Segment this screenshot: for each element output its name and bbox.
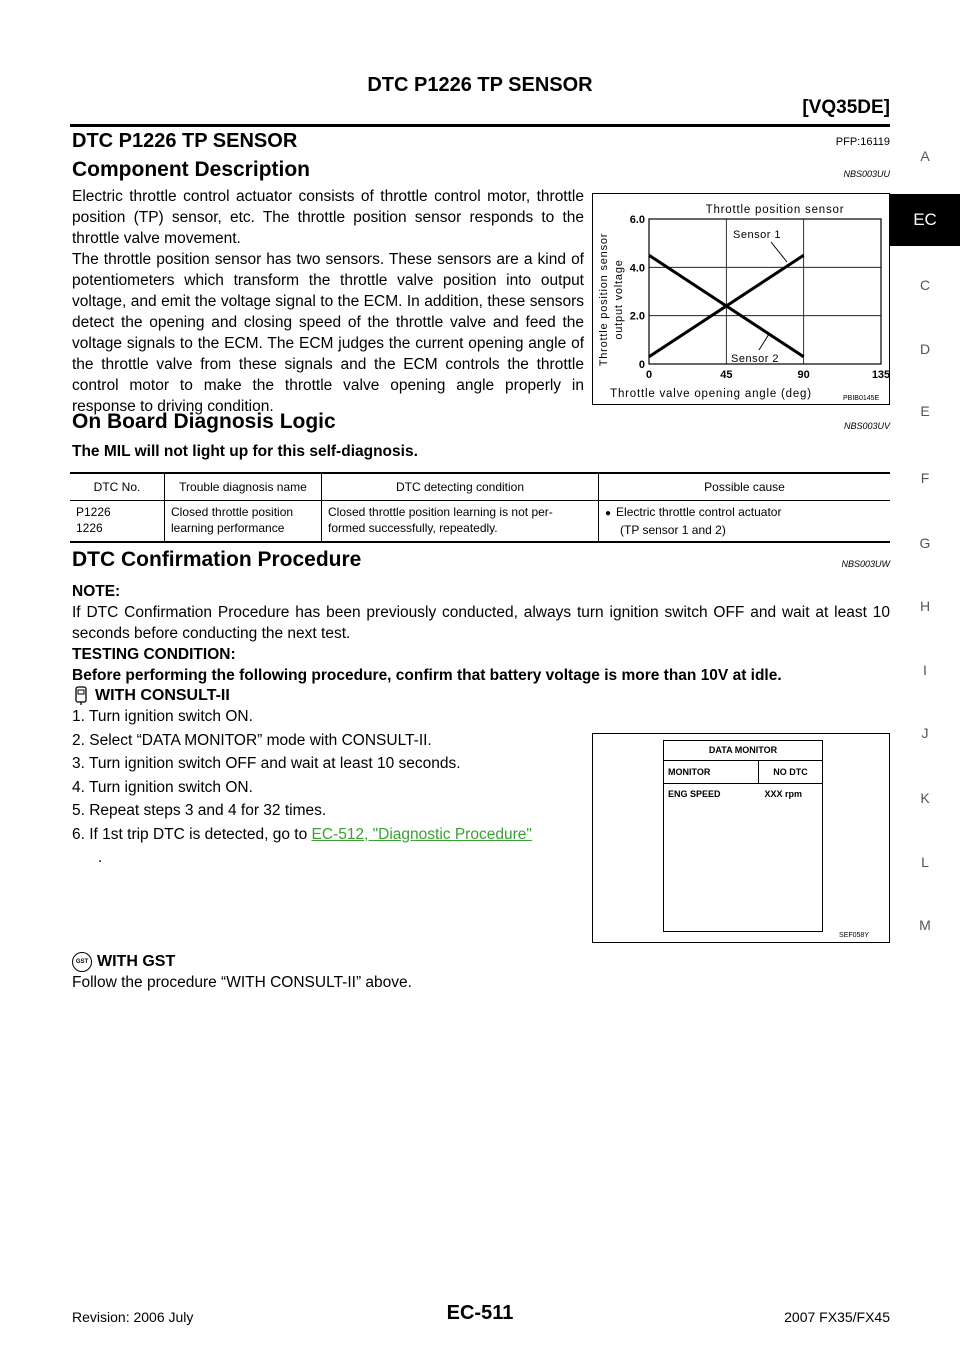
- list-item: 3. Turn ignition switch OFF and wait at least 10 seconds.: [72, 755, 461, 772]
- obd-logic-code: NBS003UV: [843, 421, 890, 431]
- list-item: 5. Repeat steps 3 and 4 for 32 times.: [72, 802, 327, 819]
- note-block: [72, 581, 890, 686]
- gst-text: Follow the procedure “WITH CONSULT-II” above.: [72, 974, 412, 991]
- component-description-text: [72, 186, 584, 417]
- y-axis-label: output voltage: [613, 259, 625, 340]
- paragraph: Electric throttle control actuator consists of throttle control motor, throttle position (TP) sensor, etc. The throttle position sensor responds to the throttle valve movement.: [72, 188, 584, 247]
- confirmation-code: NBS003UW: [841, 559, 890, 569]
- chart-title: Throttle position sensor: [705, 204, 845, 216]
- consult-screen: [663, 740, 823, 932]
- component-description-code: NBS003UU: [843, 169, 890, 179]
- eng-speed-row: [664, 784, 822, 799]
- engine-model-label: [VQ35DE]: [802, 97, 890, 118]
- section-title: DTC P1226 TP SENSOR: [72, 130, 298, 152]
- part-number: PFP:16119: [835, 136, 890, 148]
- table-header-row: [70, 473, 890, 501]
- vehicle-model: 2007 FX35/FX45: [784, 1309, 890, 1325]
- page-number: EC-511: [446, 1302, 514, 1324]
- cause-line: (TP sensor 1 and 2): [620, 523, 726, 537]
- data-monitor-figure: [592, 733, 890, 943]
- x-axis-label: Throttle valve opening angle (deg): [610, 388, 812, 400]
- col-dtc-no: DTC No.: [70, 473, 165, 501]
- y-tick-label: 2.0: [629, 310, 645, 323]
- data-monitor-figure-code: SEF058Y: [839, 932, 869, 939]
- tab-d[interactable]: D: [919, 341, 931, 357]
- tp-sensor-figure: [592, 193, 890, 405]
- consult-steps: [72, 705, 584, 870]
- dtc-code-short: 1226: [76, 521, 103, 535]
- dtc-table-wrapper: [70, 472, 890, 543]
- consult-heading: [72, 686, 230, 706]
- consult-tool-icon: [72, 686, 90, 706]
- gst-title: WITH GST: [97, 953, 176, 970]
- note-label: NOTE:: [72, 583, 121, 600]
- series-label: Sensor 1: [733, 229, 782, 241]
- tab-g[interactable]: G: [919, 535, 931, 551]
- step6-text: 6. If 1st trip DTC is detected, go to: [72, 825, 312, 843]
- confirmation-heading: DTC Confirmation Procedure: [72, 548, 362, 571]
- data-monitor-title: DATA MONITOR: [664, 741, 822, 761]
- tab-c[interactable]: C: [919, 277, 931, 293]
- gst-icon: GST: [72, 952, 92, 972]
- step6-suffix: .: [98, 849, 103, 866]
- tab-i[interactable]: I: [923, 662, 927, 678]
- list-item: 2. Select “DATA MONITOR” mode with CONSULT-II.: [72, 731, 432, 749]
- dtc-number-cell: [70, 501, 165, 543]
- x-tick-label: 45: [720, 369, 733, 381]
- series-label-leader: [759, 334, 769, 350]
- monitor-label: MONITOR: [668, 767, 711, 777]
- col-diagnosis-name: Trouble diagnosis name: [165, 473, 322, 501]
- revision-date: Revision: 2006 July: [72, 1309, 194, 1325]
- mil-note: The MIL will not light up for this self-diagnosis.: [72, 443, 418, 460]
- diagnostic-procedure-link[interactable]: EC-512, "Diagnostic Procedure": [311, 825, 532, 843]
- tab-f[interactable]: F: [920, 470, 930, 486]
- tp-sensor-chart: [593, 194, 889, 404]
- x-tick-label: 135: [871, 369, 889, 381]
- x-tick-label: 90: [797, 369, 810, 381]
- bullet-icon: ●: [605, 508, 612, 519]
- list-item: [72, 823, 584, 847]
- y-axis-label: Throttle position sensor: [598, 232, 610, 367]
- consult-title: WITH CONSULT-II: [95, 687, 230, 704]
- col-possible-cause: Possible cause: [599, 473, 891, 501]
- cause-line: Electric throttle control actuator: [616, 505, 782, 519]
- gst-heading: [72, 952, 175, 972]
- running-header-title: DTC P1226 TP SENSOR: [367, 74, 593, 96]
- monitor-status-row: [664, 761, 822, 784]
- possible-cause-cell: [599, 501, 891, 543]
- condition-line: Closed throttle position learning is not per-: [328, 505, 553, 519]
- series-label-leader: [771, 242, 787, 262]
- diagnosis-name-cell: [165, 501, 322, 543]
- dtc-table: [70, 472, 890, 543]
- figure-code: PBIB0145E: [843, 395, 880, 402]
- header-divider: [70, 124, 890, 127]
- y-tick-label: 0: [638, 359, 645, 371]
- diagnosis-name-line: learning performance: [171, 521, 285, 535]
- list-item: 4. Turn ignition switch ON.: [72, 778, 253, 796]
- detecting-condition-cell: [322, 501, 599, 543]
- tab-m[interactable]: M: [919, 917, 931, 933]
- testing-condition-text: Before performing the following procedure, confirm that battery voltage is more than 10V at idle.: [72, 667, 782, 684]
- paragraph: The throttle position sensor has two sensors. These sensors are a kind of potentiometers which transform the throttle valve position into output voltage, and emit the voltage signal to the ECM. In addition, these sensors detect the opening and closing speed of the throttle valve and feed the voltage signals to the ECM. The ECM judges the current opening angle of the throttle valve from these signals and the ECM controls the throttle control motor to make the throttle valve opening angle properly in response to driving condition.: [72, 251, 584, 415]
- tab-e[interactable]: E: [920, 403, 930, 419]
- note-text: If DTC Confirmation Procedure has been previously conducted, always turn ignition switch OFF and wait at least 10 seconds before conducting the next test.: [72, 604, 890, 642]
- x-tick-label: 0: [645, 369, 653, 381]
- y-tick-label: 4.0: [629, 262, 645, 275]
- eng-speed-value: XXX rpm: [764, 789, 802, 799]
- table-row: [70, 501, 890, 543]
- y-tick-label: 6.0: [629, 214, 645, 226]
- list-item: 1. Turn ignition switch ON.: [72, 708, 253, 725]
- obd-logic-heading: On Board Diagnosis Logic: [72, 410, 336, 433]
- tab-a[interactable]: A: [920, 148, 930, 164]
- diagnosis-name-line: Closed throttle position: [171, 505, 294, 519]
- tab-ec[interactable]: EC: [890, 194, 960, 246]
- eng-speed-label: ENG SPEED: [668, 789, 721, 799]
- tab-k[interactable]: K: [920, 790, 930, 806]
- dtc-status: NO DTC: [758, 761, 822, 783]
- tab-l[interactable]: L: [921, 854, 929, 870]
- tab-j[interactable]: J: [921, 725, 929, 741]
- series-label: Sensor 2: [731, 353, 780, 365]
- component-description-heading: Component Description: [72, 158, 311, 181]
- testing-condition-label: TESTING CONDITION:: [72, 646, 236, 663]
- tab-h[interactable]: H: [919, 598, 931, 614]
- dtc-code: P1226: [76, 505, 111, 519]
- condition-line: formed successfully, repeatedly.: [328, 521, 498, 535]
- col-detecting-condition: DTC detecting condition: [322, 473, 599, 501]
